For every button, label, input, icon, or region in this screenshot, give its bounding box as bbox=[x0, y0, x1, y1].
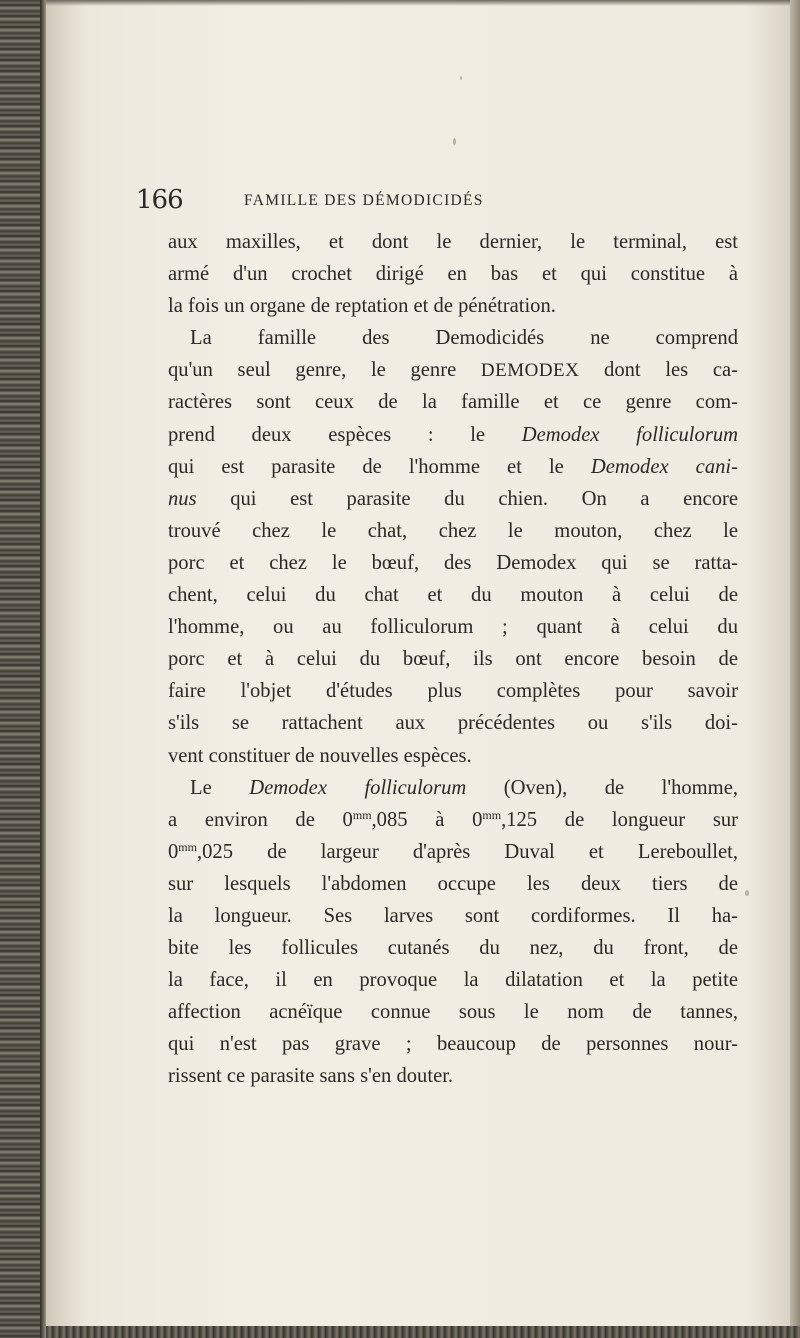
text-line: Le Demodex folliculorum (Oven), de l'homme, bbox=[190, 776, 738, 799]
text-line: porc et à celui du bœuf, ils ont encore besoin de bbox=[168, 648, 738, 671]
text-line: affection acnéïque connue sous le nom de tannes, bbox=[168, 1001, 738, 1024]
unit-superscript: mm bbox=[178, 839, 197, 854]
page-right-edge bbox=[790, 0, 800, 1338]
text-line: armé d'un crochet dirigé en bas et qui constitue à bbox=[168, 263, 738, 286]
text-line: qui n'est pas grave ; beaucoup de personnes nour- bbox=[168, 1033, 738, 1056]
text-line: La famille des Demodicidés ne comprend bbox=[190, 327, 738, 350]
species-name: nus bbox=[168, 487, 197, 510]
text-line: $0^{mm},025$ de largeur d'après Duval et Lereboullet, bbox=[168, 839, 738, 863]
page-top-shadow bbox=[46, 0, 790, 6]
paper-spot bbox=[460, 76, 462, 80]
text-line: s'ils se rattachent aux précédentes ou s'ils doi- bbox=[168, 712, 738, 735]
body-text bbox=[168, 226, 738, 1093]
running-head: FAMILLE DES DÉMODICIDÉS bbox=[244, 192, 484, 209]
species-name: Demodex folliculorum bbox=[521, 423, 739, 446]
text-line: qu'un seul genre, le genre DEMODEX dont les ca- bbox=[168, 359, 738, 382]
text-line: la longueur. Ses larves sont cordiformes. Il ha- bbox=[168, 904, 738, 927]
page-header bbox=[136, 185, 696, 215]
text-line: qui est parasite de l'homme et le Demodex cani- bbox=[168, 455, 738, 478]
text-line: aux maxilles, et dont le dernier, le terminal, est bbox=[168, 231, 738, 253]
text-line: chent, celui du chat et du mouton à celui de bbox=[168, 584, 738, 607]
unit-superscript: mm bbox=[352, 807, 372, 822]
text-line: rissent ce parasite sans s'en douter. bbox=[168, 1065, 454, 1088]
text-line: prend deux espèces : le Demodex folliculorum bbox=[168, 423, 739, 446]
species-name: Demodex folliculorum bbox=[249, 776, 467, 799]
genus-name: DEMODEX bbox=[480, 360, 580, 382]
book-binding bbox=[0, 0, 46, 1338]
paper-spot bbox=[745, 890, 749, 896]
text-line: trouvé chez le chat, chez le mouton, chez le bbox=[168, 519, 738, 542]
text-line: porc et chez le bœuf, des Demodex qui se ratta- bbox=[168, 551, 738, 574]
text-line: a environ de $0^{mm},085$ à $0^{mm},125$ de longueur sur bbox=[168, 807, 738, 831]
species-name: Demodex cani- bbox=[590, 455, 738, 478]
text-line: nus qui est parasite du chien. On a encore bbox=[168, 487, 738, 510]
text-line: sur lesquels l'abdomen occupe les deux tiers de bbox=[168, 872, 738, 895]
page-number: 166 bbox=[136, 185, 183, 215]
paper-spot bbox=[453, 138, 456, 145]
text-line: faire l'objet d'études plus complètes pour savoir bbox=[168, 680, 738, 703]
text-line: la face, il en provoque la dilatation et la petite bbox=[168, 969, 738, 992]
text-line: bite les follicules cutanés du nez, du front, de bbox=[168, 937, 738, 960]
text-line: la fois un organe de reptation et de pénétration. bbox=[168, 295, 556, 318]
text-line: l'homme, ou au folliculorum ; quant à celui du bbox=[168, 616, 738, 639]
page-bottom-edge bbox=[46, 1326, 800, 1338]
unit-superscript: mm bbox=[482, 807, 502, 822]
text-line: ractères sont ceux de la famille et ce genre com- bbox=[168, 391, 738, 414]
text-line: vent constituer de nouvelles espèces. bbox=[168, 744, 472, 767]
